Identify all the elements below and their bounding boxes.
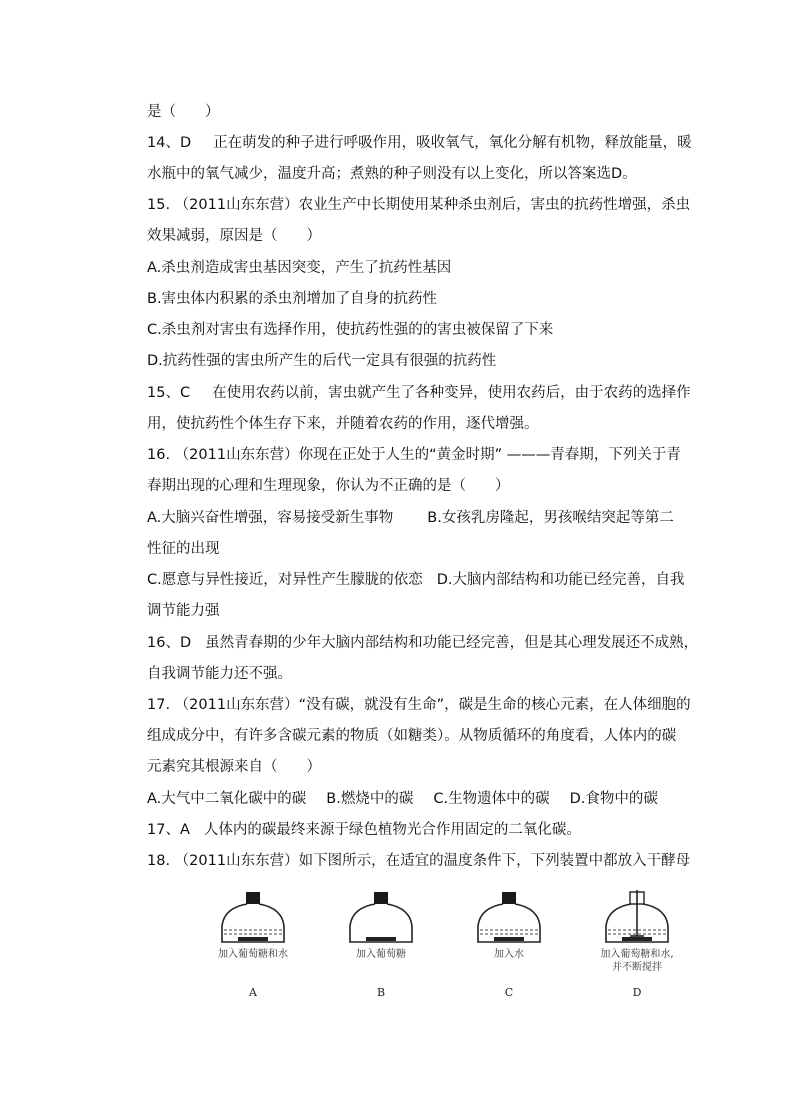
q14-answer-cont: 水瓶中的氧气减少，温度升高；煮熟的种子则没有以上变化，所以答案选D。 bbox=[147, 166, 637, 182]
q17-options bbox=[147, 789, 677, 809]
q15-answer bbox=[147, 383, 691, 403]
q15-option-b: B.害虫体内积累的杀虫剂增加了自身的抗药性 bbox=[147, 291, 438, 307]
flask-c-caption: 加入水 bbox=[494, 949, 524, 960]
q17-answer-number: 17、A bbox=[147, 822, 190, 838]
q18-figure bbox=[218, 890, 678, 1010]
q17-answer-text: 人体内的碳最终来源于绿色植物光合作用固定的二氧化碳。 bbox=[203, 822, 581, 838]
q14-answer-text: 正在萌发的种子进行呼吸作用，吸收氧气，氧化分解有机物，释放能量，暖 bbox=[213, 135, 692, 151]
flask-a-label: A bbox=[249, 986, 257, 999]
flask-d-drawing bbox=[602, 890, 672, 950]
q15-answer-number: 15、C bbox=[147, 385, 191, 401]
q16-option-b-cont: 性征的出现 bbox=[147, 541, 220, 557]
q16-answer bbox=[147, 633, 699, 653]
q17-answer bbox=[147, 820, 677, 840]
q16-options-ab bbox=[147, 508, 677, 528]
flask-c-label: C bbox=[504, 986, 514, 999]
q17-option-a: A.大气中二氧化碳中的碳 bbox=[147, 791, 307, 807]
q17-option-c: C.生物遗体中的碳 bbox=[433, 791, 550, 807]
q17-stem-line3: 元素究其根源来自（ ） bbox=[147, 759, 321, 775]
q15-option-a: A.杀虫剂造成害虫基因突变，产生了抗药性基因 bbox=[147, 260, 452, 276]
flask-a-caption: 加入葡萄糖和水 bbox=[218, 949, 288, 960]
q16-stem-line1: 16. （2011山东东营）你现在正处于人生的“黄金时期” ———青春期，下列关于青 bbox=[147, 447, 681, 463]
flask-d-label: D bbox=[632, 986, 642, 999]
q17-option-d: D.食物中的碳 bbox=[569, 791, 658, 807]
flask-b-drawing bbox=[346, 890, 416, 950]
q16-option-c: C.愿意与异性接近，对异性产生朦胧的依恋 bbox=[147, 572, 423, 588]
q15-answer-cont: 用，使抗药性个体生存下来，并随着农药的作用，逐代增强。 bbox=[147, 416, 539, 432]
flask-b bbox=[346, 890, 416, 1000]
flask-a-drawing bbox=[218, 890, 288, 950]
q14-answer-number: 14、D bbox=[147, 135, 192, 151]
flask-d-caption: 加入葡萄糖和水,并不断搅拌 bbox=[600, 949, 674, 973]
flask-d bbox=[602, 890, 672, 1000]
flask-b-label: B bbox=[376, 986, 386, 999]
q14-answer bbox=[147, 133, 692, 153]
q16-answer-cont: 自我调节能力还不强。 bbox=[147, 666, 292, 682]
q16-option-a: A.大脑兴奋性增强，容易接受新生事物 bbox=[147, 510, 394, 526]
flask-c bbox=[474, 890, 544, 1000]
flask-c-drawing bbox=[474, 890, 544, 950]
q15-stem-line2: 效果减弱，原因是（ ） bbox=[147, 228, 321, 244]
q16-answer-number: 16、D bbox=[147, 635, 192, 651]
q16-answer-text: 虽然青春期的少年大脑内部结构和功能已经完善，但是其心理发展还不成熟， bbox=[205, 635, 699, 651]
q15-option-d: D.抗药性强的害虫所产生的后代一定具有很强的抗药性 bbox=[147, 353, 497, 369]
q17-stem-line1: 17. （2011山东东营）“没有碳，就没有生命”，碳是生命的核心元素，在人体细胞的 bbox=[147, 697, 691, 713]
q16-option-d-cont: 调节能力强 bbox=[147, 603, 220, 619]
flask-a bbox=[218, 890, 288, 1000]
q16-option-b: B.女孩乳房隆起，男孩喉结突起等第二 bbox=[427, 510, 674, 526]
q16-options-cd bbox=[147, 570, 685, 590]
q15-option-c: C.杀虫剂对害虫有选择作用，使抗药性强的的害虫被保留了下来 bbox=[147, 322, 554, 338]
q17-option-b: B.燃烧中的碳 bbox=[326, 791, 414, 807]
q18-stem-line1: 18. （2011山东东营）如下图所示，在适宜的温度条件下，下列装置中都放入干酵母 bbox=[147, 853, 691, 869]
q16-option-d: D.大脑内部结构和功能已经完善，自我 bbox=[436, 572, 685, 588]
q15-answer-text: 在使用农药以前，害虫就产生了各种变异，使用农药后，由于农药的选择作 bbox=[212, 385, 691, 401]
q17-stem-line2: 组成成分中，有许多含碳元素的物质（如糖类）。从物质循环的角度看，人体内的碳 bbox=[147, 728, 677, 744]
flask-b-caption: 加入葡萄糖 bbox=[356, 949, 406, 960]
q15-stem-line1: 15. （2011山东东营）农业生产中长期使用某种杀虫剂后，害虫的抗药性增强，杀虫 bbox=[147, 197, 691, 213]
q16-stem-line2: 春期出现的心理和生理现象，你认为不正确的是（ ） bbox=[147, 478, 510, 494]
q13-stem-end: 是（ ） bbox=[147, 104, 220, 120]
